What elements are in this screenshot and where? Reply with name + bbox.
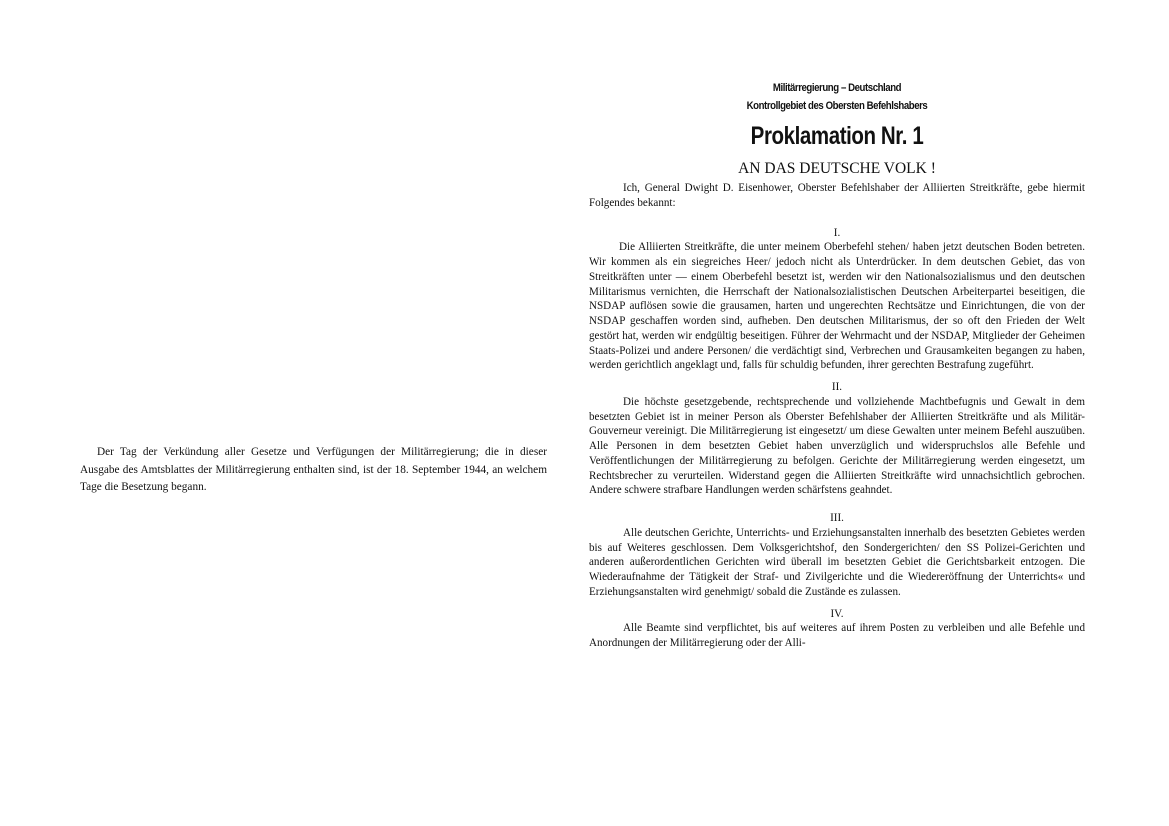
left-page-note (80, 444, 547, 497)
section-text-3: Alle deutschen Gerichte, Unterrichts- und Erziehungsanstalten innerhalb des besetzten Gebietes werden bis auf Weiteres geschlossen. Dem Volksgerichtshof, den Sondergerichten/ den SS Polizei-Gerichten und anderen außerordentlichen Gerichten wird überall im besetzten Gebiet die Gerichtsbarkeit entzogen. Die Wiederaufnahme der Tätigkeit der Straf- und Zivilgerichte und die Wiedereröffnung der Unterrichts« und Erziehungsanstalten wird genehmigt/ sobald die Zustände es zulassen. (589, 526, 1085, 598)
proclamation-page (589, 79, 1085, 651)
intro-paragraph: Ich, General Dwight D. Eisenhower, Oberster Befehlshaber der Alliierten Streitkräfte, gebe hiermit Folgendes bekannt: (589, 182, 1085, 209)
section-number-1: I. (833, 226, 841, 239)
address-heading: AN DAS DEUTSCHE VOLK ! (738, 160, 936, 177)
section-text-2: Die höchste gesetzgebende, rechtsprechende und vollziehende Machtbefugnis und Gewalt in dem besetzten Gebiet ist in meiner Person als Oberster Befehlshaber der Alliierten Streitkräfte und als Militär-Gouverneur vereinigt. Die Militärregierung ist eingesetzt/ um diese Gewalten unter meinem Befehl auszuüben. Alle Personen in dem besetzten Gebiet haben unverzüglich und widerspruchslos alle Befehle und Veröffentlichungen der Militärregierung zu befolgen. Gerichte der Militärregierung werden eingesetzt, um Rechtsbrecher zu verurteilen. Widerstand gegen die Alliierten Streitkräfte wird unnachsichtlich gebrochen. Andere schwere strafbare Handlungen werden schärfstens geahndet. (589, 395, 1085, 497)
section-text-4: Alle Beamte sind verpflichtet, bis auf weiteres auf ihrem Posten zu verbleiben und alle Befehle und Anordnungen der Militärregierung oder der Alli- (589, 622, 1085, 649)
page-title: Proklamation Nr. 1 (750, 122, 924, 150)
header-line-1: Militärregierung – Deutschland (772, 82, 902, 94)
section-number-4: IV. (830, 607, 844, 620)
promulgation-note: Der Tag der Verkündung aller Gesetze und Verfügungen der Militärregierung; die in dieser Ausgabe des Amtsblattes der Militärregierung enthalten sind, ist der 18. September 1944, an welchem Tage die Besetzung begann. (80, 446, 547, 493)
section-number-3: III. (830, 512, 844, 524)
section-number-2: II. (831, 381, 843, 393)
header-line-2: Kontrollgebiet des Obersten Befehlshabers (746, 100, 928, 112)
section-text-1: Die Alliierten Streitkräfte, die unter meinem Oberbefehl stehen/ haben jetzt deutschen Boden betreten. Wir kommen als ein siegreiches Heer/ jedoch nicht als Unterdrücker. In dem deutschen Gebiet, das von Streitkräften unter — einem Oberbefehl besetzt ist, werden wir den Nationalsozialismus und den deutschen Militarismus vernichten, die Herrschaft der Nationalsozialistischen Deutschen Arbeiterpartei beseitigen, die NSDAP auflösen sowie die grausamen, harten und ungerechten Rechtsätze und Einrichtungen, die von der NSDAP geschaffen worden sind, aufheben. Den deutschen Militarismus, der so oft den Frieden der Welt gestört hat, werden wir endgültig beseitigen. Führer der Wehrmacht und der NSDAP, Mitglieder der Geheimen Staats-Polizei und andere Personen/ die verdächtigt sind, Verbrechen und Grausamkeiten begangen zu haben, werden gerichtlich angeklagt und, falls für schuldig befunden, ihrer gerechten Bestrafung zugeführt. (589, 241, 1085, 372)
